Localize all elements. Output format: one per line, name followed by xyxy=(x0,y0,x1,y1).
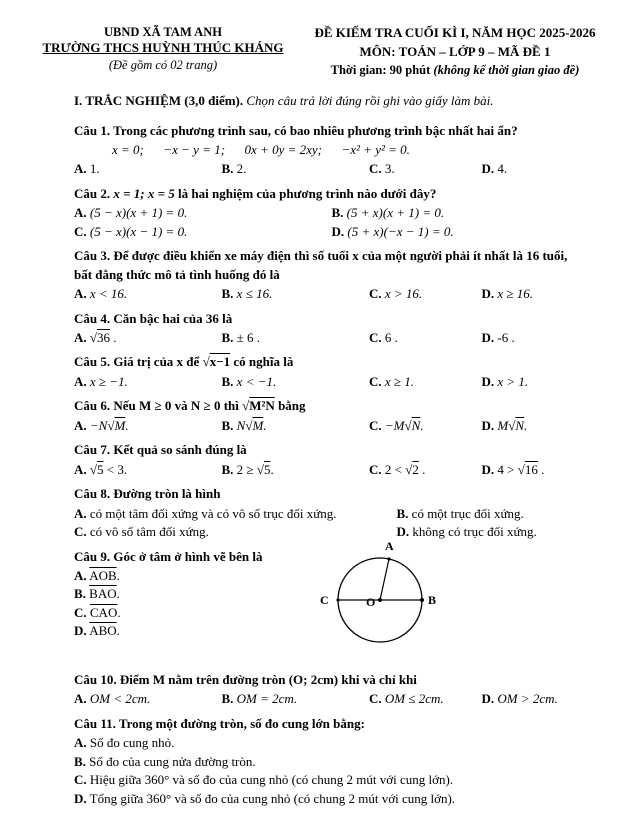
question-statement: Giá trị của x để √x−1 có nghĩa là xyxy=(113,354,294,370)
option-b xyxy=(222,160,370,178)
option-text: (5 + x)(−x − 1) = 0. xyxy=(347,223,454,239)
exam-title-block xyxy=(300,25,610,78)
question-4-text xyxy=(74,310,574,328)
option-label: B. xyxy=(74,586,86,602)
option-label: A. xyxy=(74,567,87,583)
option-d xyxy=(482,329,575,347)
option-text: x > 1. xyxy=(497,373,529,389)
option-label: B. xyxy=(221,161,234,177)
option-text: 2 < √2 . xyxy=(384,461,426,477)
option-text: -6 . xyxy=(497,329,515,345)
question-9-left xyxy=(74,548,304,641)
question-label: Câu 6. xyxy=(74,398,111,414)
option-text: 4. xyxy=(497,161,508,177)
option-b xyxy=(222,329,370,347)
question-2-options xyxy=(74,204,574,241)
option-text: OM ≤ 2cm. xyxy=(384,691,444,707)
section-title: I. TRẮC NGHIỆM (3,0 điểm). xyxy=(74,93,244,108)
question-7 xyxy=(74,441,574,479)
option-text: −M√N. xyxy=(384,417,424,433)
exam-subject: MÔN: TOÁN – LỚP 9 – MÃ ĐỀ 1 xyxy=(359,44,551,59)
question-6-options xyxy=(74,417,574,435)
option-text: x ≤ 16. xyxy=(236,286,273,302)
question-4 xyxy=(74,310,574,348)
question-9 xyxy=(74,538,574,665)
circle-diagram xyxy=(304,528,456,665)
option-text: (5 + x)(x + 1) = 0. xyxy=(346,205,445,221)
option-label: D. xyxy=(481,691,495,707)
option-a xyxy=(74,567,304,585)
exam-duration-value: Thời gian: 90 phút xyxy=(330,63,434,77)
option-text: $\overline{BAO}$. xyxy=(89,586,120,602)
option-text: √36 . xyxy=(89,329,117,345)
option-b xyxy=(222,417,370,435)
sqrt-expression: √N xyxy=(404,417,421,433)
option-label: C. xyxy=(74,524,87,540)
question-statement: Trong các phương trình sau, có bao nhiêu phương trình bậc nhất hai ẩn? xyxy=(113,123,518,139)
option-c xyxy=(369,373,482,391)
option-label: A. xyxy=(74,286,87,302)
point-label-a: A xyxy=(385,538,394,553)
option-label: C. xyxy=(74,772,87,788)
option-text: có một tâm đối xứng và có vô số trục đối xứng. xyxy=(89,505,337,521)
option-text: x ≥ −1. xyxy=(89,373,128,389)
option-text: x > 16. xyxy=(384,286,423,302)
sqrt-expression: √x−1 xyxy=(202,354,231,370)
question-11 xyxy=(74,715,574,808)
question-7-options xyxy=(74,461,574,479)
point-label-o: O xyxy=(366,594,376,609)
question-8-text xyxy=(74,485,574,503)
option-label: C. xyxy=(74,604,87,620)
question-label: Câu 5. xyxy=(74,354,111,370)
option-c xyxy=(74,771,574,789)
option-label: B. xyxy=(221,461,234,477)
option-label: D. xyxy=(481,461,495,477)
option-text: 3. xyxy=(384,161,395,177)
question-1-text xyxy=(74,122,574,140)
page-count-note: (Đề gồm có 02 trang) xyxy=(108,58,218,72)
option-label: C. xyxy=(369,373,382,389)
option-d xyxy=(482,285,575,303)
option-a xyxy=(74,505,397,523)
option-label: C. xyxy=(369,329,382,345)
question-6 xyxy=(74,397,574,435)
option-text: OM > 2cm. xyxy=(497,691,558,707)
question-4-options xyxy=(74,329,574,347)
question-label: Câu 10. xyxy=(74,671,117,687)
option-text: có vô số tâm đối xứng. xyxy=(89,524,209,540)
question-statement: Trong một đường tròn, số đo cung lớn bằng: xyxy=(118,715,365,731)
option-text: $\overline{CAO}$. xyxy=(89,604,121,620)
point-a-dot xyxy=(387,557,390,560)
option-label: B. xyxy=(221,329,234,345)
option-label: B. xyxy=(396,505,409,521)
option-c xyxy=(74,223,332,241)
radius-oa xyxy=(380,559,389,600)
question-7-text xyxy=(74,441,574,459)
option-text: $\overline{ABO}$. xyxy=(89,623,120,639)
section-instruction: Chọn câu trả lời đúng rồi ghi vào giấy làm bài. xyxy=(243,93,494,108)
option-b xyxy=(74,585,304,603)
question-statement: Góc ở tâm ở hình vẽ bên là xyxy=(113,548,263,564)
point-o-dot xyxy=(378,598,382,602)
question-5-text xyxy=(74,353,574,371)
sqrt-expression: √5 xyxy=(256,461,271,477)
option-text: Số đo của cung nửa đường tròn. xyxy=(89,753,256,769)
option-label: A. xyxy=(74,735,87,751)
question-label: Câu 3. xyxy=(74,248,111,264)
option-label: B. xyxy=(221,373,234,389)
option-label: A. xyxy=(74,461,87,477)
option-d xyxy=(332,223,575,241)
option-text: √5 < 3. xyxy=(89,461,128,477)
option-a xyxy=(74,160,222,178)
option-b xyxy=(222,285,370,303)
option-label: C. xyxy=(369,286,382,302)
option-label: C. xyxy=(369,461,382,477)
option-a xyxy=(74,285,222,303)
question-5-options xyxy=(74,373,574,391)
question-3 xyxy=(74,247,574,303)
exam-body xyxy=(0,78,628,808)
option-d xyxy=(482,373,575,391)
question-1 xyxy=(74,122,574,178)
question-1-options xyxy=(74,160,574,178)
question-9-options xyxy=(74,567,304,641)
option-c xyxy=(369,285,482,303)
question-statement: Để được điều khiển xe máy điện thì số tuổi x của một người phải ít nhất là 16 tuổi, bất đẳng thức mô tả tình huống đó là xyxy=(74,248,568,282)
question-label: Câu 1. xyxy=(74,123,111,139)
option-label: C. xyxy=(369,161,382,177)
option-label: A. xyxy=(74,329,87,345)
option-text: N√M. xyxy=(236,417,267,433)
point-c-dot xyxy=(336,598,339,601)
option-label: A. xyxy=(74,161,87,177)
option-label: A. xyxy=(74,691,87,707)
question-label: Câu 2. xyxy=(74,185,111,201)
sqrt-expression: √M²N xyxy=(242,398,275,414)
option-d xyxy=(74,622,304,640)
issuer-org: UBND XÃ TAM ANH xyxy=(104,25,222,39)
exam-title: ĐỀ KIỂM TRA CUỐI KÌ I, NĂM HỌC 2025-2026 xyxy=(314,25,596,40)
option-d xyxy=(482,160,575,178)
option-label: B. xyxy=(221,417,234,433)
arc-angle-name: $\overline{BAO}$ xyxy=(89,586,117,602)
question-11-text xyxy=(74,715,574,733)
option-d xyxy=(482,461,575,479)
option-label: D. xyxy=(481,417,495,433)
option-a xyxy=(74,690,222,708)
option-label: D. xyxy=(331,223,345,239)
option-label: D. xyxy=(481,373,495,389)
option-text: −N√M. xyxy=(89,417,129,433)
point-label-c: C xyxy=(320,592,329,607)
option-text: x < −1. xyxy=(236,373,277,389)
option-b xyxy=(222,461,370,479)
option-label: D. xyxy=(481,329,495,345)
sqrt-expression: √N xyxy=(508,417,525,433)
sqrt-expression: √16 xyxy=(517,461,538,477)
option-label: D. xyxy=(481,286,495,302)
option-d xyxy=(482,417,575,435)
option-text: Số đo cung nhỏ. xyxy=(89,735,175,751)
option-text: $\overline{AOB}$. xyxy=(89,567,120,583)
option-text: (5 − x)(x + 1) = 0. xyxy=(89,205,188,221)
option-label: B. xyxy=(74,753,86,769)
option-text: Hiệu giữa 360° và số đo của cung nhỏ (có chung 2 mút với cung lớn). xyxy=(89,772,454,788)
question-9-text xyxy=(74,548,304,566)
option-c xyxy=(369,690,482,708)
question-11-options xyxy=(74,734,574,808)
question-2-text xyxy=(74,185,574,203)
arc-angle-name: $\overline{ABO}$ xyxy=(89,623,117,639)
question-statement: Nếu M ≥ 0 và N ≥ 0 thì √M²N bằng xyxy=(113,398,306,414)
option-a xyxy=(74,204,332,222)
question-10-text xyxy=(74,671,574,689)
option-b xyxy=(397,505,575,523)
option-b xyxy=(222,690,370,708)
issuer-block xyxy=(26,25,300,73)
option-label: C. xyxy=(74,223,87,239)
option-c xyxy=(74,604,304,622)
option-a xyxy=(74,373,222,391)
option-a xyxy=(74,417,222,435)
option-label: C. xyxy=(369,417,382,433)
option-label: C. xyxy=(369,691,382,707)
option-a xyxy=(74,461,222,479)
sqrt-expression: √5 xyxy=(89,461,104,477)
option-text: ± 6 . xyxy=(236,329,261,345)
option-label: A. xyxy=(74,417,87,433)
option-label: D. xyxy=(74,623,87,639)
question-10-options xyxy=(74,690,574,708)
option-text: không có trục đối xứng. xyxy=(412,524,537,540)
option-text: 1. xyxy=(89,161,100,177)
option-a xyxy=(74,734,574,752)
option-b xyxy=(222,373,370,391)
question-3-options xyxy=(74,285,574,303)
option-text: 4 > √16 . xyxy=(497,461,545,477)
exam-duration-note: (không kể thời gian giao đề) xyxy=(433,63,580,77)
option-text: 2. xyxy=(236,161,247,177)
option-label: B. xyxy=(331,205,344,221)
question-label: Câu 7. xyxy=(74,442,111,458)
question-statement: Kết quả so sánh đúng là xyxy=(113,442,247,458)
option-text: có một trục đối xứng. xyxy=(411,505,524,521)
option-d xyxy=(482,690,575,708)
section-heading xyxy=(74,92,574,110)
option-label: D. xyxy=(396,524,410,540)
point-label-b: B xyxy=(428,592,437,607)
option-c xyxy=(369,417,482,435)
option-text: OM = 2cm. xyxy=(236,691,298,707)
option-c xyxy=(369,160,482,178)
option-a xyxy=(74,329,222,347)
option-b xyxy=(74,753,574,771)
option-text: x ≥ 16. xyxy=(497,286,534,302)
option-label: B. xyxy=(221,286,234,302)
question-statement: là hai nghiệm của phương trình nào dưới đây? xyxy=(174,185,437,201)
question-statement: Điểm M nằm trên đường tròn (O; 2cm) khi và chỉ khi xyxy=(119,671,417,687)
point-b-dot xyxy=(420,598,424,602)
sqrt-expression: √M xyxy=(107,417,126,433)
issuer-school: TRƯỜNG THCS HUỲNH THÚC KHÁNG xyxy=(42,40,284,55)
arc-angle-name: $\overline{CAO}$ xyxy=(89,604,118,620)
option-label: A. xyxy=(74,205,87,221)
question-10 xyxy=(74,671,574,709)
question-label: Câu 4. xyxy=(74,310,111,326)
question-math-lead: x = 1; x = 5 xyxy=(113,185,175,201)
option-text: x < 16. xyxy=(89,286,128,302)
option-text: OM < 2cm. xyxy=(89,691,151,707)
question-1-formula: x = 0; −x − y = 1; 0x + 0y = 2xy; −x² + y² = 0. xyxy=(112,141,410,157)
option-label: D. xyxy=(74,790,87,806)
question-label: Câu 9. xyxy=(74,548,111,564)
option-d xyxy=(74,790,574,808)
question-label: Câu 8. xyxy=(74,486,111,502)
option-c xyxy=(369,461,482,479)
option-label: A. xyxy=(74,373,87,389)
sqrt-expression: √36 xyxy=(89,329,111,345)
option-b xyxy=(332,204,575,222)
option-text: (5 − x)(x − 1) = 0. xyxy=(89,223,188,239)
question-6-text xyxy=(74,397,574,415)
question-3-text xyxy=(74,247,574,284)
header xyxy=(0,25,628,78)
option-text: Tổng giữa 360° và số đo của cung nhỏ (có chung 2 mút với cung lớn). xyxy=(89,790,456,806)
question-statement: Căn bậc hai của 36 là xyxy=(113,310,233,326)
option-text: x ≥ 1. xyxy=(384,373,415,389)
option-c xyxy=(369,329,482,347)
option-text: M√N. xyxy=(497,417,528,433)
question-5 xyxy=(74,353,574,391)
sqrt-expression: √2 xyxy=(405,461,419,477)
option-label: A. xyxy=(74,505,87,521)
option-text: 2 ≥ √5. xyxy=(236,461,274,477)
question-statement: Đường tròn là hình xyxy=(113,486,221,502)
option-label: D. xyxy=(481,161,495,177)
question-label: Câu 11. xyxy=(74,715,116,731)
exam-duration xyxy=(300,63,610,78)
arc-angle-name: $\overline{AOB}$ xyxy=(89,567,117,583)
option-label: B. xyxy=(221,691,234,707)
sqrt-expression: √M xyxy=(245,417,264,433)
option-text: 6 . xyxy=(384,329,398,345)
question-2 xyxy=(74,185,574,241)
